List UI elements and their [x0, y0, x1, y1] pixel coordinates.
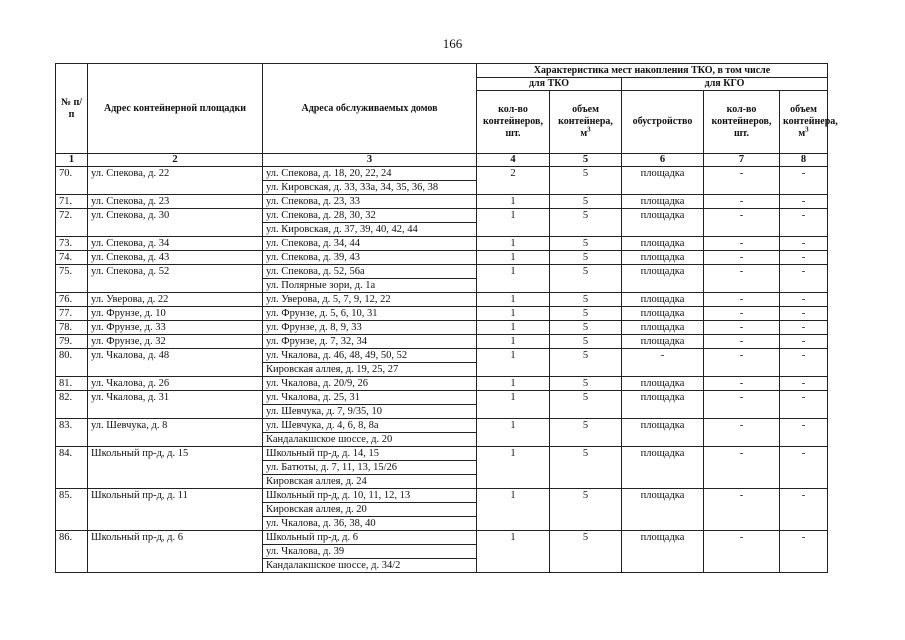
- equipment: площадка: [622, 293, 704, 307]
- site-address: ул. Уверова, д. 22: [88, 293, 263, 307]
- col-number: 1: [56, 154, 88, 167]
- tko-container-count: 1: [477, 447, 550, 489]
- equipment: площадка: [622, 447, 704, 489]
- col-header-served-addresses: Адреса обслуживаемых домов: [263, 64, 477, 154]
- equipment: площадка: [622, 307, 704, 321]
- kgo-container-count: -: [704, 321, 780, 335]
- tko-container-volume: 5: [550, 489, 622, 531]
- kgo-container-volume: -: [780, 531, 828, 573]
- row-number: 84.: [56, 447, 88, 489]
- kgo-container-volume: -: [780, 237, 828, 251]
- kgo-container-volume: -: [780, 195, 828, 209]
- tko-container-volume: 5: [550, 209, 622, 237]
- served-address: Школьный пр-д, д. 6: [263, 531, 477, 545]
- tko-container-count: 1: [477, 251, 550, 265]
- kgo-container-volume: -: [780, 349, 828, 377]
- equipment: площадка: [622, 195, 704, 209]
- tko-container-volume: 5: [550, 419, 622, 447]
- table-row: [56, 531, 828, 545]
- site-address: ул. Чкалова, д. 48: [88, 349, 263, 377]
- row-number: 76.: [56, 293, 88, 307]
- tko-container-volume: 5: [550, 447, 622, 489]
- kgo-container-volume: -: [780, 391, 828, 419]
- site-address: ул. Спекова, д. 52: [88, 265, 263, 293]
- served-address: ул. Спекова, д. 23, 33: [263, 195, 477, 209]
- tko-container-volume: 5: [550, 167, 622, 195]
- table-row: [56, 321, 828, 335]
- row-number: 81.: [56, 377, 88, 391]
- site-address: ул. Спекова, д. 30: [88, 209, 263, 237]
- tko-container-volume: 5: [550, 195, 622, 209]
- kgo-container-count: -: [704, 531, 780, 573]
- tko-container-volume: 5: [550, 335, 622, 349]
- tko-container-count: 1: [477, 293, 550, 307]
- equipment: площадка: [622, 167, 704, 195]
- table-row: [56, 447, 828, 461]
- kgo-container-count: -: [704, 195, 780, 209]
- col-number: 2: [88, 154, 263, 167]
- kgo-container-volume: -: [780, 419, 828, 447]
- site-address: ул. Чкалова, д. 31: [88, 391, 263, 419]
- served-address: Школьный пр-д, д. 10, 11, 12, 13: [263, 489, 477, 503]
- served-address: ул. Шевчука, д. 4, 6, 8, 8а: [263, 419, 477, 433]
- tko-container-volume: 5: [550, 349, 622, 377]
- served-address: ул. Чкалова, д. 25, 31: [263, 391, 477, 405]
- served-address: ул. Спекова, д. 28, 30, 32: [263, 209, 477, 223]
- tko-container-count: 1: [477, 335, 550, 349]
- tko-container-count: 1: [477, 237, 550, 251]
- kgo-container-volume: -: [780, 251, 828, 265]
- row-number: 83.: [56, 419, 88, 447]
- tko-container-count: 1: [477, 489, 550, 531]
- kgo-container-count: -: [704, 209, 780, 237]
- col-header-kgo-volume: объем контейнера, $м^3$: [780, 91, 828, 154]
- kgo-container-count: -: [704, 447, 780, 489]
- site-address: ул. Спекова, д. 34: [88, 237, 263, 251]
- kgo-container-volume: -: [780, 447, 828, 489]
- col-number: 4: [477, 154, 550, 167]
- row-number: 74.: [56, 251, 88, 265]
- tko-container-count: 1: [477, 307, 550, 321]
- equipment: площадка: [622, 265, 704, 293]
- table-row: [56, 335, 828, 349]
- tko-container-count: 1: [477, 349, 550, 377]
- served-address: Школьный пр-д, д. 14, 15: [263, 447, 477, 461]
- tko-container-volume: 5: [550, 265, 622, 293]
- equipment: площадка: [622, 321, 704, 335]
- kgo-container-volume: -: [780, 489, 828, 531]
- col-number: 3: [263, 154, 477, 167]
- kgo-container-volume: -: [780, 377, 828, 391]
- tko-container-count: 1: [477, 265, 550, 293]
- tko-container-volume: 5: [550, 251, 622, 265]
- kgo-container-volume: -: [780, 321, 828, 335]
- container-sites-table: [55, 63, 838, 573]
- table-row: [56, 293, 828, 307]
- page-number: 166: [442, 36, 463, 51]
- served-address: ул. Чкалова, д. 39: [263, 545, 477, 559]
- table-row: [56, 419, 828, 433]
- served-address: ул. Спекова, д. 52, 56а: [263, 265, 477, 279]
- served-address: ул. Спекова, д. 34, 44: [263, 237, 477, 251]
- col-number: 5: [550, 154, 622, 167]
- equipment: площадка: [622, 209, 704, 237]
- col-header-tko: для ТКО: [477, 78, 622, 91]
- table-row: [56, 209, 828, 223]
- table-row: [56, 377, 828, 391]
- row-number: 82.: [56, 391, 88, 419]
- kgo-container-count: -: [704, 167, 780, 195]
- tko-container-count: 1: [477, 391, 550, 419]
- tko-container-count: 1: [477, 377, 550, 391]
- kgo-container-count: -: [704, 237, 780, 251]
- site-address: ул. Фрунзе, д. 33: [88, 321, 263, 335]
- kgo-container-volume: -: [780, 335, 828, 349]
- kgo-container-volume: -: [780, 265, 828, 293]
- site-address: ул. Спекова, д. 43: [88, 251, 263, 265]
- kgo-container-volume: -: [780, 167, 828, 195]
- row-number: 70.: [56, 167, 88, 195]
- served-address: ул. Фрунзе, д. 7, 32, 34: [263, 335, 477, 349]
- served-address: ул. Батюты, д. 7, 11, 13, 15/26: [263, 461, 477, 475]
- row-number: 73.: [56, 237, 88, 251]
- equipment: площадка: [622, 377, 704, 391]
- equipment: площадка: [622, 489, 704, 531]
- served-address: ул. Кировская, д. 37, 39, 40, 42, 44: [263, 223, 477, 237]
- tko-container-count: 1: [477, 195, 550, 209]
- row-number: 77.: [56, 307, 88, 321]
- table-row: [56, 349, 828, 363]
- row-number: 85.: [56, 489, 88, 531]
- served-address: ул. Полярные зори, д. 1а: [263, 279, 477, 293]
- equipment: площадка: [622, 531, 704, 573]
- col-header-site-address: Адрес контейнерной площадки: [88, 64, 263, 154]
- served-address: Кандалакшское шоссе, д. 20: [263, 433, 477, 447]
- kgo-container-count: -: [704, 307, 780, 321]
- served-address: ул. Чкалова, д. 36, 38, 40: [263, 517, 477, 531]
- served-address: Кировская аллея, д. 24: [263, 475, 477, 489]
- kgo-container-count: -: [704, 265, 780, 293]
- tko-container-volume: 5: [550, 531, 622, 573]
- table-row: [56, 167, 828, 181]
- table-row: [56, 307, 828, 321]
- site-address: Школьный пр-д, д. 15: [88, 447, 263, 489]
- served-address: ул. Чкалова, д. 46, 48, 49, 50, 52: [263, 349, 477, 363]
- col-header-kgo: для КГО: [622, 78, 828, 91]
- row-number: 79.: [56, 335, 88, 349]
- tko-container-volume: 5: [550, 321, 622, 335]
- row-number: 86.: [56, 531, 88, 573]
- site-address: ул. Фрунзе, д. 10: [88, 307, 263, 321]
- table-row: [56, 391, 828, 405]
- served-address: ул. Спекова, д. 39, 43: [263, 251, 477, 265]
- equipment: -: [622, 349, 704, 377]
- row-number: 75.: [56, 265, 88, 293]
- col-header-tko-count: кол-во контейнеров, шт.: [477, 91, 550, 154]
- table-row: [56, 489, 828, 503]
- table-row: [56, 195, 828, 209]
- served-address: ул. Уверова, д. 5, 7, 9, 12, 22: [263, 293, 477, 307]
- served-address: Кандалакшское шоссе, д. 34/2: [263, 559, 477, 573]
- site-address: ул. Спекова, д. 23: [88, 195, 263, 209]
- tko-container-volume: 5: [550, 391, 622, 419]
- row-number: 72.: [56, 209, 88, 237]
- kgo-container-volume: -: [780, 293, 828, 307]
- table-row: [56, 237, 828, 251]
- kgo-container-count: -: [704, 391, 780, 419]
- col-header-equipment: обустройство: [622, 91, 704, 154]
- served-address: ул. Спекова, д. 18, 20, 22, 24: [263, 167, 477, 181]
- row-number: 78.: [56, 321, 88, 335]
- equipment: площадка: [622, 419, 704, 447]
- kgo-container-count: -: [704, 293, 780, 307]
- served-address: ул. Чкалова, д. 20/9, 26: [263, 377, 477, 391]
- col-header-tko-volume: объем контейнера, $м^3$: [550, 91, 622, 154]
- tko-container-volume: 5: [550, 293, 622, 307]
- equipment: площадка: [622, 335, 704, 349]
- table-row: [56, 265, 828, 279]
- tko-container-count: 1: [477, 209, 550, 237]
- col-number: 6: [622, 154, 704, 167]
- served-address: ул. Фрунзе, д. 5, 6, 10, 31: [263, 307, 477, 321]
- row-number: 71.: [56, 195, 88, 209]
- kgo-container-count: -: [704, 377, 780, 391]
- equipment: площадка: [622, 391, 704, 419]
- site-address: ул. Спекова, д. 22: [88, 167, 263, 195]
- site-address: ул. Шевчука, д. 8: [88, 419, 263, 447]
- kgo-container-volume: -: [780, 209, 828, 237]
- table-body: [56, 167, 828, 573]
- tko-container-count: 1: [477, 419, 550, 447]
- kgo-container-count: -: [704, 251, 780, 265]
- row-number: 80.: [56, 349, 88, 377]
- site-address: ул. Чкалова, д. 26: [88, 377, 263, 391]
- served-address: ул. Шевчука, д. 7, 9/35, 10: [263, 405, 477, 419]
- kgo-container-count: -: [704, 419, 780, 447]
- tko-container-volume: 5: [550, 377, 622, 391]
- site-address: Школьный пр-д, д. 6: [88, 531, 263, 573]
- kgo-container-count: -: [704, 335, 780, 349]
- kgo-container-count: -: [704, 349, 780, 377]
- tko-container-count: 1: [477, 321, 550, 335]
- served-address: Кировская аллея, д. 20: [263, 503, 477, 517]
- tko-container-volume: 5: [550, 237, 622, 251]
- tko-container-volume: 5: [550, 307, 622, 321]
- served-address: Кировская аллея, д. 19, 25, 27: [263, 363, 477, 377]
- served-address: ул. Кировская, д. 33, 33а, 34, 35, 36, 38: [263, 181, 477, 195]
- col-number: 7: [704, 154, 780, 167]
- kgo-container-count: -: [704, 489, 780, 531]
- col-header-num: № п/п: [56, 64, 88, 154]
- table-row: [56, 251, 828, 265]
- equipment: площадка: [622, 237, 704, 251]
- col-number: 8: [780, 154, 828, 167]
- kgo-container-volume: -: [780, 307, 828, 321]
- site-address: Школьный пр-д, д. 11: [88, 489, 263, 531]
- equipment: площадка: [622, 251, 704, 265]
- tko-container-count: 2: [477, 167, 550, 195]
- site-address: ул. Фрунзе, д. 32: [88, 335, 263, 349]
- served-address: ул. Фрунзе, д. 8, 9, 33: [263, 321, 477, 335]
- col-header-kgo-count: кол-во контейнеров, шт.: [704, 91, 780, 154]
- tko-container-count: 1: [477, 531, 550, 573]
- col-header-group-title: Характеристика мест накопления ТКО, в том числе: [477, 64, 828, 78]
